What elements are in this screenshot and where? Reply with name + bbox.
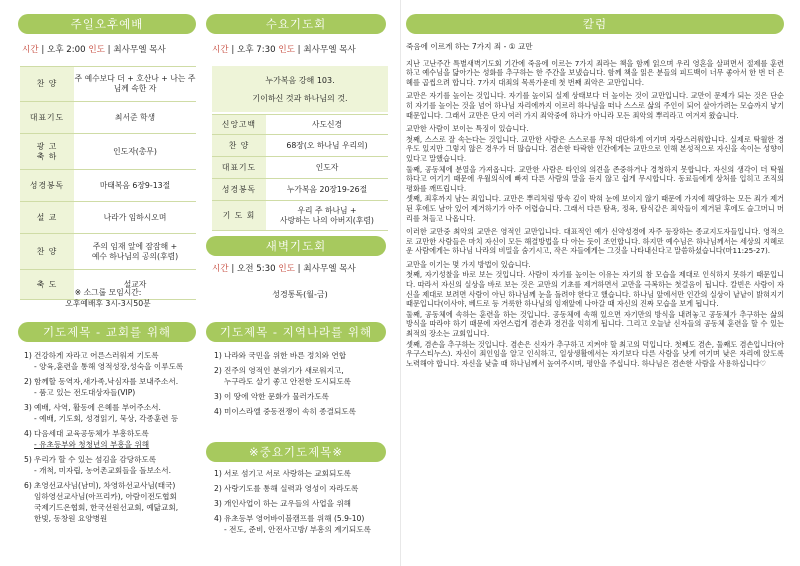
column-paragraph: 교만한 사람이 보이는 특징이 있습니다. [406,124,529,134]
list-item: 4) 미이스라엘 중동전쟁이 속히 종결되도록 [214,407,356,416]
column-paragraph: 교만을 이기는 몇 가지 방법이 있습니다. [406,259,531,269]
order-key: 성경봉독 [20,170,74,202]
sermon-line: 기이하신 것과 하나님의 것. [252,94,348,103]
sunday-worship-title: 주일오후예배 [18,14,196,34]
order-key: 대표기도 [212,157,266,179]
wednesday-order-table [212,114,388,231]
prayer-region-title: 기도제목 - 지역나라를 위해 [206,322,386,342]
column-paragraph: 둘째, 공동체에 속하는 훈련을 하는 것입니다. 공동체에 속해 있으면 자기만의 방식을 내려놓고 공동체가 추구하는 삶의 방식을 따라야 하기 때문에 자연스럽게 겸손과 경건을 익히게 됩니다. 그리고 오늘날 신자들의 공동체 훈련을 할 수 있는 최적의 장소는 교회입니다. [406,309,784,339]
list-item: 4) 다음세대 교육공동체가 부흥하도록 - 유초등부와 청청년의 부흥을 위해 [24,429,150,449]
small-group-note [20,287,196,309]
lead-label: 인도 [278,45,295,55]
column-paragraph: 첫째, 스스로 잘 속는다는 것입니다. 교만한 사람은 스스로를 무척 대단하게 여기며 자랑스러워합니다. 실제로 탁월한 경우도 있지만 그렇지 않은 경우가 더 많습니다. 겸손한 타락한 인간에게는 교만으로 인해 본성적으로 자신을 속이는 성향이 있다고 말했습니다. [406,134,784,163]
prayer-important-list [214,468,394,539]
order-key: 광 고 축 하 [20,134,74,170]
lead-label: 인도 [278,264,295,274]
order-value: 주 예수보다 더 + 호산나 + 나는 주님께 속한 자 [74,67,196,102]
order-value: 68장(오 하나님 우리의) [266,135,388,157]
time-value: 오후 2:00 [46,45,86,55]
column-paragraph: 지난 고난주간 특별새벽기도회 기간에 죽음에 이르는 7가지 죄라는 책을 함께 읽으며 우리 영혼을 살펴면서 절제를 훈련하고 예수님을 닮아가는 성화를 추구하는 한 주간을 보냈습니다. 함께 책을 읽은 분들의 피드백이 너무 좋아서 한 번 더 은혜를 곱씹으려 합니다. 7가지 대죄의 목록가운데 첫 번째 죄악은 교만입니다. [406,58,784,87]
order-value: 마태복음 6장9-13절 [74,170,196,202]
list-item: 3) 이 땅에 악한 문화가 물러가도록 [214,392,330,401]
list-item: 1) 나라와 국민을 위한 바른 정치와 연합 [214,351,347,360]
order-key: 찬 양 [20,234,74,270]
list-item: 3) 개인사업이 하는 교우들의 사업을 위해 [214,499,352,508]
dawn-prayer-title: 새벽기도회 [206,236,386,256]
note-line: ※ 소그룹 모임시간: [74,288,142,297]
order-value: 우리 주 하나님 + 사랑하는 나의 아버지(후렴) [266,201,388,231]
wednesday-prayer-title: 수요기도회 [206,14,386,34]
column-body [406,42,784,372]
note-line: 오후예배후 3시-3시50분 [65,299,151,308]
lead-value: 최사무엘 목사 [113,45,166,55]
prayer-important-title: ※중요기도제목※ [206,442,386,462]
list-item: 5) 우리가 할 수 있는 섬김을 감당하도록 - 개척, 미자립, 농어촌교회들을 돌보소서. [24,455,172,475]
list-item: 2) 사랑기도를 통해 실력과 영성이 자라도록 [214,484,359,493]
order-value: 최서준 학생 [74,102,196,134]
time-value: 오전 5:30 [236,264,276,274]
order-key: 축 도 [20,270,74,300]
order-value: 사도신경 [266,115,388,135]
lead-label: 인도 [88,45,105,55]
prayer-church-list [24,350,202,528]
column-paragraph: 셋째, 겸손을 추구하는 것입니다. 겸손은 신자가 추구하고 지켜야 할 최고의 덕입니다. 첫째도 겸손, 둘째도 겸손입니다(아우구스티누스). 자신이 죄인임을 알고 인식하고, 일상생활에서는 자기보다 다른 사람을 낫게 여기며 낮은 자리에 앉도록 노력해야 합니다. 자신을 낮출 때 하나님께서 높여주시며, 평안을 주십니다. 하나님은 겸손한 사람을 사용하십니다♡ [406,339,784,368]
sermon-title [212,72,388,108]
lead-value: 최사무엘 목사 [303,45,356,55]
order-value: 나라가 임하시오며 [74,202,196,234]
prayer-church-title: 기도제목 - 교회를 위해 [18,322,196,342]
order-value: 설교자 [74,270,196,300]
time-label: 시간 [212,45,229,55]
list-item: 2) 함께할 동역자,새가족,낙심자를 보내주소서. - 품고 있는 전도대상자들(VIP) [24,377,179,397]
time-value: 오후 7:30 [236,45,276,55]
column-heading: 죽음에 이르게 하는 7가지 죄 - ① 교만 [406,42,533,51]
sunday-order-table [20,66,196,300]
order-key: 기 도 회 [212,201,266,231]
order-key: 찬 양 [20,67,74,102]
order-key: 대표기도 [20,102,74,134]
list-item: 1) 건강하게 자라고 어른스러워져 기도록 - 양육,훈련을 통해 영적성장,성숙을 이루도록 [24,351,184,371]
wednesday-info: 시간 | 오후 7:30 인도 | 최사무엘 목사 [212,45,356,55]
page-divider [400,0,401,566]
order-key: 신앙고백 [212,115,266,135]
prayer-region-list [214,350,394,421]
order-key: 설 교 [20,202,74,234]
order-key: 찬 양 [212,135,266,157]
dawn-info: 시간 | 오전 5:30 인도 | 최사무엘 목사 [212,264,356,274]
column-paragraph: 교만은 자기를 높이는 것입니다. 자기를 높이되 실제 상태보다 더 높이는 것이 교만입니다. 교만이 문제가 되는 것은 단순히 자기를 높이는 것을 넘어 하나님 자리에까지 이르러 하나님을 떠나 스스로 삶의 주인이 되어 살아가려는 모습까지 낳기 때문입니다. 그래서 교만은 단지 여러 가지 죄악중에 하나가 아니라 모든 죄악의 뿌리라고 여겨져 왔습니다. [406,91,784,120]
list-item: 4) 유초등부 영어바이블캠프를 위해 (5.9-10) - 전도, 준비, 안전사고방/ 부흥의 계기되도록 [214,514,371,534]
column-paragraph: 둘째, 공동체에 분열을 가져옵니다. 교만한 사람은 타인의 의견을 존중하거나 경청하지 못합니다. 자신의 생각이 더 탁월하다고 여기기 때문에 우월의식에 빠져 다른 사람의 말을 듣지 않고 쉽게 무시합니다. 동료들에게 상처를 입히고 조직의 평화를 깨뜨립니다. [406,164,784,193]
column-title: 칼럼 [406,14,784,34]
order-value: 인도자 [266,157,388,179]
list-item: 2) 진주의 영적인 분위기가 새로워지고, 누구라도 살기 좋고 안전한 도시되도록 [214,366,352,386]
column-paragraph: 셋째, 죄후까지 남는 죄입니다. 교만은 뿌리처럼 땅속 깊이 박혀 눈에 보이지 않기 때문에 가지에 해당하는 모든 죄가 제거된 후에도 남아 있어 제거하기가 아주 어렵습니다. 그래서 다른 탐욕, 정욕, 탐식같은 죄악들이 제거된 후에도 슬그머니 머리를 쳐들고 나옵니다. [406,194,784,223]
list-item: 6) 초영선교사님(남미), 차영하선교사님(태국) 임하영선교사님(아프리카), 아람이전도협회 국제기드온협회, 한국선원선교회, 예닮교회, 한빛, 동창원 요양병원 [24,481,179,523]
sermon-line: 누가복음 강해 103. [265,76,335,85]
time-label: 시간 [22,45,39,55]
list-item: 1) 서로 섬기고 서로 사랑하는 교회되도록 [214,469,352,478]
time-label: 시간 [212,264,229,274]
sunday-worship-info: 시간 | 오후 2:00 인도 | 최사무엘 목사 [22,45,166,55]
order-value: 인도자(총무) [74,134,196,170]
order-key: 성경봉독 [212,179,266,201]
list-item: 3) 예배, 사역, 활동에 은혜를 부어주소서. - 예배, 기도회, 성경읽기, 묵상, 각종훈련 등 [24,403,179,423]
order-value: 누가복음 20장19-26절 [266,179,388,201]
dawn-text: 성경통독(월-금) [272,290,328,299]
lead-value: 최사무엘 목사 [303,264,356,274]
column-paragraph: 이러한 교만중 최악의 교만은 영적인 교만입니다. 대표적인 예가 신약성경에 자주 등장하는 종교지도자들입니다. 영적으로 교만한 사람들은 마치 자신이 모든 해결방법을 다 아는 듯이 조언합니다. 하지만 예수님은 하나님께서는 세상의 지혜로운 사람에게는 하나님 나라의 비밀을 숨기시고, 작은 자들에게는 그것을 나타내신다고 말씀하셨습니다(마11:25-27). [406,227,784,256]
column-paragraph: 첫째, 자기성찰을 바로 보는 것입니다. 사람이 자기를 높이는 이유는 자기의 참 모습을 제대로 인식하지 못하기 때문입니다. 따라서 자신의 실상을 바로 보는 것은 교만의 기초를 제거하면서 교만을 극복하는 첫걸음이 됩니다. 칼빈은 사람이 자신을 제대로 보려면 사람이 아닌 하나님께 눈을 돌려야 한다고 했습니다. 하나님 앞에서만 인간의 실상이 낱낱이 밝혀지기 때문입니다(이사야, 베드로 등 거룩한 하나님의 임재앞에 나아갈 때 자신의 진짜 모습을 보게 됩니다. [406,270,784,309]
order-value: 주의 임재 앞에 잠잠해 + 예수 하나님의 공의(후렴) [74,234,196,270]
